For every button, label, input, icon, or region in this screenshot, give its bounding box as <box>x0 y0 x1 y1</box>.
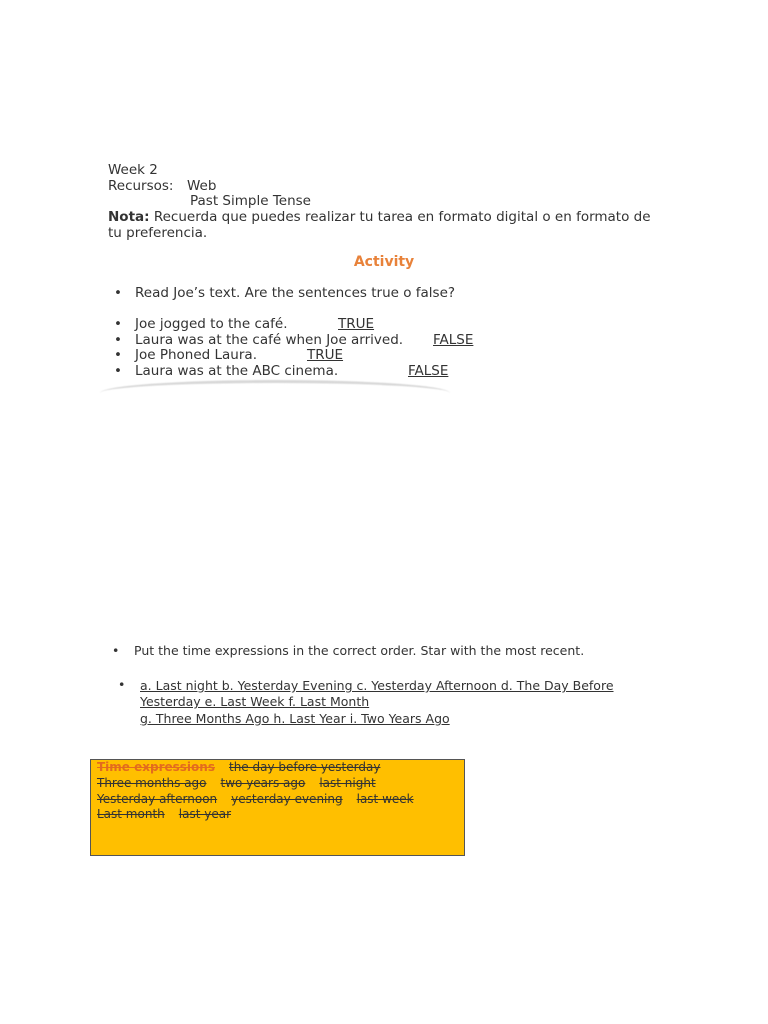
statement-answer: FALSE <box>433 331 474 348</box>
box-item: the day before yesterday <box>228 760 381 774</box>
statement-text: Laura was at the café when Joe arrived. <box>135 331 404 348</box>
week-label: Week 2 <box>108 162 158 178</box>
box-row <box>97 776 376 791</box>
activity-title: Activity <box>353 254 415 270</box>
statement-item <box>108 348 488 364</box>
statement-item <box>108 364 488 380</box>
box-label: Time expressions <box>97 760 215 774</box>
time-expressions-box <box>90 759 465 856</box>
instruction-item: • Read Joe’s text. Are the sentences true o false? <box>108 286 455 302</box>
statement-item <box>108 333 488 349</box>
box-row <box>97 760 380 775</box>
nota-line <box>108 209 651 225</box>
statement-text: Joe jogged to the café. <box>135 316 288 332</box>
box-item: Yesterday afternoon <box>97 792 218 806</box>
bullet-dot: • <box>118 677 126 692</box>
nota-text-1: Recuerda que puedes realizar tu tarea en formato digital o en formato de <box>149 209 651 225</box>
statement-list <box>108 317 488 379</box>
recursos-value: Web <box>187 178 217 194</box>
box-row <box>97 792 414 807</box>
box-item: Last month <box>97 807 165 821</box>
box-item: last night <box>319 776 376 790</box>
statement-item <box>108 317 488 333</box>
recursos-label: Recursos: <box>108 178 174 194</box>
statement-answer: TRUE <box>307 347 344 363</box>
statement-answer: FALSE <box>408 362 449 379</box>
statement-text: Joe Phoned Laura. <box>135 347 257 363</box>
time-answer-line-2: Yesterday e. Last Week f. Last Month <box>140 694 370 709</box>
time-instruction: Put the time expressions in the correct order. Star with the most recent. <box>134 643 585 658</box>
box-item: Three months ago <box>97 776 207 790</box>
instruction-list <box>108 286 455 302</box>
nota-label: Nota: <box>108 209 150 225</box>
nota-text-2: tu preferencia. <box>108 225 208 241</box>
box-item: two years ago <box>220 776 306 790</box>
box-item: last week <box>356 792 414 806</box>
bullet-dot: • <box>112 643 120 658</box>
statement-text: Laura was at the ABC cinema. <box>135 362 339 379</box>
statement-answer: TRUE <box>338 316 375 332</box>
topic-title: Past Simple Tense <box>190 193 311 209</box>
time-answer-line-3: g. Three Months Ago h. Last Year i. Two Years Ago <box>140 711 450 726</box>
box-row <box>97 807 231 822</box>
box-item: yesterday evening <box>231 792 343 806</box>
time-answer-line-1: a. Last night b. Yesterday Evening c. Yesterday Afternoon d. The Day Before <box>140 678 614 693</box>
box-item: last year <box>178 807 231 821</box>
page-curl-shadow <box>100 380 450 393</box>
